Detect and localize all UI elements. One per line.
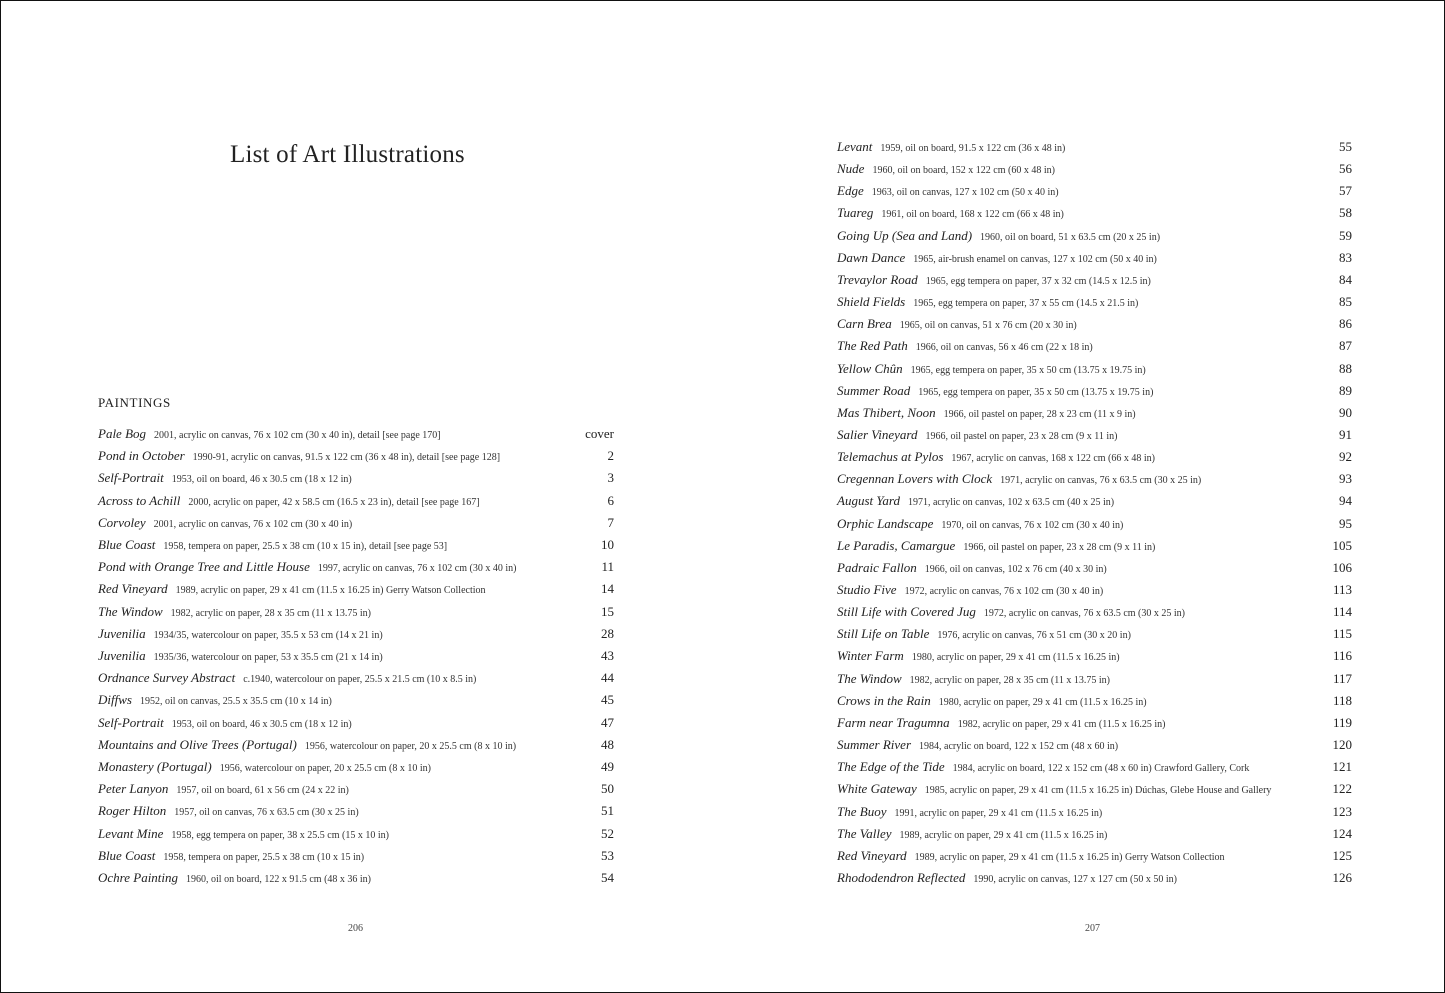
artwork-details: 1953, oil on board, 46 x 30.5 cm (18 x 12 in) [171, 718, 352, 730]
page-reference: 126 [1332, 869, 1352, 885]
list-item [98, 492, 614, 514]
artwork-details: 2000, acrylic on paper, 42 x 58.5 cm (16.5 x 23 in), detail [see page 167] [188, 496, 480, 508]
page-reference: 120 [1332, 737, 1352, 753]
artwork-title: Pond with Orange Tree and Little House [98, 559, 310, 575]
artwork-details: 1972, acrylic on canvas, 76 x 63.5 cm (30 x 25 in) [983, 608, 1185, 620]
artwork-details: 1956, watercolour on paper, 20 x 25.5 cm (8 x 10 in) [219, 763, 431, 774]
artwork-details: 1971, acrylic on canvas, 102 x 63.5 cm (40 x 25 in) [907, 497, 1115, 509]
artwork-details: 1989, acrylic on paper, 29 x 41 cm (11.5 x 16.25 in) Gerry Watson Collection [175, 585, 486, 597]
artwork-details: 1935/36, watercolour on paper, 53 x 35.5 cm (21 x 14 in) [153, 652, 383, 663]
artwork-details: 1966, oil pastel on paper, 28 x 23 cm (11 x 9 in) [943, 408, 1136, 420]
page-reference: cover [585, 426, 614, 441]
list-item [98, 514, 614, 536]
artwork-title: Telemachus at Pylos [837, 449, 944, 465]
artwork-details: 1989, acrylic on paper, 29 x 41 cm (11.5 x 16.25 in) [899, 829, 1108, 841]
page-reference: 43 [601, 648, 614, 663]
page-reference: 45 [601, 692, 614, 708]
artwork-title: Crows in the Rain [837, 692, 931, 708]
artwork-title: Across to Achill [98, 492, 181, 508]
page-reference: 54 [601, 870, 614, 885]
artwork-details: 1934/35, watercolour on paper, 35.5 x 53 cm (14 x 21 in) [153, 629, 383, 641]
list-item [837, 758, 1352, 780]
artwork-details: 1961, oil on board, 168 x 122 cm (66 x 48 in) [881, 209, 1064, 221]
artwork-details: 1980, acrylic on paper, 29 x 41 cm (11.5 x 16.25 in) [911, 652, 1120, 664]
artwork-details: 1985, acrylic on paper, 29 x 41 cm (11.5 x 16.25 in) Dúchas, Glebe House and Gallery [924, 785, 1272, 797]
page-reference: 119 [1332, 714, 1352, 730]
artwork-title: Mas Thibert, Noon [837, 404, 936, 420]
page-reference: 105 [1332, 537, 1352, 553]
list-item [98, 669, 614, 691]
artwork-details: c.1940, watercolour on paper, 25.5 x 21.5 cm (10 x 8.5 in) [243, 674, 477, 686]
list-item [837, 182, 1352, 204]
list-item [98, 736, 614, 758]
artwork-details: 1956, watercolour on paper, 20 x 25.5 cm (8 x 10 in) [304, 740, 517, 752]
artwork-title: Cregennan Lovers with Clock [837, 471, 993, 487]
left-page-number: 206 [348, 923, 363, 934]
page-reference: 83 [1339, 249, 1352, 265]
artwork-details: 1958, tempera on paper, 25.5 x 38 cm (10 x 15 in), detail [see page 53] [163, 541, 448, 552]
artwork-title: Ochre Painting [98, 870, 179, 885]
list-item [98, 647, 614, 669]
artwork-title: The Red Path [837, 338, 908, 354]
artwork-details: 1952, oil on canvas, 25.5 x 35.5 cm (10 x 14 in) [139, 696, 332, 708]
artwork-details: 1967, acrylic on canvas, 168 x 122 cm (66 x 48 in) [951, 453, 1155, 465]
list-item [837, 227, 1352, 249]
list-item [837, 603, 1352, 625]
list-item [837, 448, 1352, 470]
artwork-details: 2001, acrylic on canvas, 76 x 102 cm (30 x 40 in) [153, 518, 353, 530]
artwork-title: Winter Farm [837, 648, 904, 664]
list-item [98, 425, 614, 447]
page-reference: 59 [1339, 227, 1352, 243]
page-reference: 7 [607, 514, 614, 530]
list-item [837, 581, 1352, 603]
artwork-details: 1991, acrylic on paper, 29 x 41 cm (11.5 x 16.25 in) [894, 807, 1103, 819]
list-item [98, 580, 614, 602]
artwork-title: Summer Road [837, 382, 911, 398]
artwork-title: Nude [837, 161, 865, 177]
artwork-title: Yellow Chûn [837, 360, 903, 376]
list-item [837, 847, 1352, 869]
artwork-details: 1984, acrylic on board, 122 x 152 cm (48 x 60 in) [919, 741, 1119, 753]
artwork-details: 1965, egg tempera on paper, 35 x 50 cm (13.75 x 19.75 in) [910, 364, 1146, 376]
page-reference: 57 [1339, 183, 1352, 199]
artwork-details: 1965, egg tempera on paper, 37 x 32 cm (14.5 x 12.5 in) [925, 275, 1151, 287]
page-reference: 15 [601, 603, 614, 619]
page-title: List of Art Illustrations [230, 141, 465, 168]
artwork-details: 1966, oil on canvas, 102 x 76 cm (40 x 30 in) [924, 563, 1107, 575]
artwork-details: 1959, oil on board, 91.5 x 122 cm (36 x 48 in) [880, 143, 1066, 154]
list-item [98, 447, 614, 469]
artwork-details: 1980, acrylic on paper, 29 x 41 cm (11.5 x 16.25 in) [938, 696, 1147, 708]
page-reference: 116 [1332, 648, 1352, 664]
list-item [98, 780, 614, 802]
artwork-title: Tuareg [837, 205, 874, 221]
list-item [837, 138, 1352, 160]
page-reference: 87 [1339, 338, 1352, 354]
artwork-details: 1958, egg tempera on paper, 38 x 25.5 cm (15 x 10 in) [171, 829, 389, 841]
page-reference: 117 [1332, 670, 1352, 686]
section-heading: PAINTINGS [98, 395, 171, 410]
list-item [837, 714, 1352, 736]
artwork-title: Padraic Fallon [837, 559, 917, 575]
artwork-details: 1966, oil on canvas, 56 x 46 cm (22 x 18 in) [915, 342, 1093, 354]
artwork-title: Juvenilia [98, 648, 146, 663]
list-item [98, 536, 614, 558]
artwork-title: Shield Fields [837, 294, 906, 310]
artwork-title: The Buoy [837, 803, 887, 819]
artwork-details: 1965, oil on canvas, 51 x 76 cm (20 x 30 in) [899, 320, 1077, 332]
page-reference: 49 [601, 759, 614, 774]
artwork-title: Orphic Landscape [837, 515, 934, 531]
page-reference: 53 [601, 847, 614, 863]
page-reference: 91 [1339, 426, 1352, 442]
artwork-details: 1982, acrylic on paper, 28 x 35 cm (11 x 13.75 in) [909, 674, 1110, 686]
artwork-title: Dawn Dance [837, 249, 906, 265]
artwork-title: Pond in October [98, 448, 185, 464]
page-reference: 3 [607, 470, 614, 486]
right-page-number: 207 [1085, 923, 1100, 934]
artwork-title: Still Life on Table [837, 626, 930, 642]
list-item [837, 559, 1352, 581]
page-reference: 6 [607, 492, 614, 508]
page-reference: 44 [601, 670, 614, 686]
artwork-title: Levant [837, 139, 873, 154]
page-reference: 93 [1339, 471, 1352, 487]
page-reference: 10 [601, 537, 614, 552]
list-item [98, 825, 614, 847]
list-item [837, 736, 1352, 758]
artwork-title: Rhododendron Reflected [837, 869, 966, 885]
page-reference: 92 [1339, 449, 1352, 465]
page-reference: 121 [1332, 759, 1352, 775]
artwork-title: Summer River [837, 737, 912, 753]
page-reference: 89 [1339, 382, 1352, 398]
artwork-title: Edge [837, 183, 864, 199]
artwork-title: Salier Vineyard [837, 426, 918, 442]
artwork-details: 1960, oil on board, 51 x 63.5 cm (20 x 25 in) [980, 231, 1161, 243]
artwork-details: 1997, acrylic on canvas, 76 x 102 cm (30 x 40 in) [317, 563, 517, 575]
page-reference: 11 [601, 559, 614, 575]
artwork-title: Roger Hilton [98, 803, 167, 819]
page-reference: 125 [1332, 847, 1352, 863]
page-reference: 114 [1332, 604, 1352, 620]
list-item [98, 691, 614, 713]
list-item [837, 625, 1352, 647]
list-item [837, 160, 1352, 182]
artwork-details: 1970, oil on canvas, 76 x 102 cm (30 x 40 in) [941, 519, 1124, 531]
artwork-details: 1990, acrylic on canvas, 127 x 127 cm (50 x 50 in) [973, 873, 1177, 885]
artwork-details: 1990-91, acrylic on canvas, 91.5 x 122 cm (36 x 48 in), detail [see page 128] [192, 452, 501, 464]
artwork-title: Le Paradis, Camargue [837, 537, 956, 553]
artwork-details: 1982, acrylic on paper, 28 x 35 cm (11 x 13.75 in) [170, 607, 371, 619]
artwork-title: White Gateway [837, 781, 917, 797]
artwork-title: The Window [837, 670, 902, 686]
artwork-title: Peter Lanyon [98, 781, 169, 797]
page-reference: 118 [1332, 692, 1352, 708]
list-item [837, 204, 1352, 226]
page-reference: 14 [601, 581, 614, 597]
page-reference: 88 [1339, 360, 1352, 376]
artwork-details: 2001, acrylic on canvas, 76 x 102 cm (30 x 40 in), detail [see page 170] [154, 430, 441, 441]
artwork-details: 1953, oil on board, 46 x 30.5 cm (18 x 12 in) [171, 474, 352, 486]
artwork-details: 1957, oil on canvas, 76 x 63.5 cm (30 x 25 in) [174, 807, 359, 819]
list-item [98, 869, 614, 891]
artwork-title: Corvoley [98, 514, 146, 530]
artwork-details: 1966, oil pastel on paper, 23 x 28 cm (9 x 11 in) [925, 430, 1118, 442]
artwork-title: Levant Mine [98, 825, 164, 841]
artwork-title: Studio Five [837, 582, 897, 597]
page-reference: 2 [607, 448, 614, 464]
list-item [837, 869, 1352, 891]
artwork-title: Pale Bog [98, 426, 147, 441]
list-item [837, 293, 1352, 315]
list-item [837, 249, 1352, 271]
artwork-details: 1960, oil on board, 152 x 122 cm (60 x 48 in) [872, 165, 1055, 177]
page-reference: 56 [1339, 161, 1352, 177]
artwork-title: Monastery (Portugal) [98, 759, 212, 774]
list-item [98, 625, 614, 647]
artwork-title: The Window [98, 603, 163, 619]
list-item [837, 647, 1352, 669]
artwork-details: 1976, acrylic on canvas, 76 x 51 cm (30 x 20 in) [937, 630, 1131, 642]
list-item [98, 802, 614, 824]
list-item [837, 780, 1352, 802]
artwork-details: 1982, acrylic on paper, 29 x 41 cm (11.5 x 16.25 in) [957, 718, 1166, 730]
artwork-title: Still Life with Covered Jug [837, 604, 976, 620]
artwork-title: Blue Coast [98, 847, 156, 863]
page-reference: 122 [1332, 781, 1352, 797]
page-reference: 50 [601, 781, 614, 797]
list-item [837, 515, 1352, 537]
artwork-title: Going Up (Sea and Land) [837, 227, 973, 243]
list-item [837, 470, 1352, 492]
artwork-details: 1960, oil on board, 122 x 91.5 cm (48 x 36 in) [186, 874, 372, 885]
list-item [837, 382, 1352, 404]
page-reference: 51 [601, 803, 614, 819]
page-reference: 47 [601, 714, 614, 730]
artwork-details: 1963, oil on canvas, 127 x 102 cm (50 x 40 in) [871, 187, 1059, 199]
list-item [98, 558, 614, 580]
artwork-title: Red Vineyard [98, 581, 168, 597]
list-item [837, 426, 1352, 448]
page-reference: 55 [1339, 139, 1352, 154]
page-reference: 58 [1339, 205, 1352, 221]
artwork-title: Blue Coast [98, 537, 156, 552]
list-item [837, 360, 1352, 382]
list-item [837, 803, 1352, 825]
artwork-title: Ordnance Survey Abstract [98, 670, 236, 686]
artwork-title: Trevaylor Road [837, 271, 918, 287]
artwork-title: The Valley [837, 825, 892, 841]
list-item [98, 469, 614, 491]
page-reference: 28 [601, 625, 614, 641]
list-item [837, 537, 1352, 559]
artwork-details: 1965, air-brush enamel on canvas, 127 x 102 cm (50 x 40 in) [913, 253, 1157, 265]
list-item [837, 825, 1352, 847]
list-item [98, 758, 614, 780]
artwork-details: 1957, oil on board, 61 x 56 cm (24 x 22 in) [176, 785, 349, 797]
list-item [837, 670, 1352, 692]
page-reference: 115 [1332, 626, 1352, 642]
page-reference: 86 [1339, 316, 1352, 332]
artwork-title: Diffws [98, 692, 132, 708]
list-item [98, 714, 614, 736]
artwork-details: 1958, tempera on paper, 25.5 x 38 cm (10 x 15 in) [163, 851, 365, 863]
list-item [98, 847, 614, 869]
page-reference: 85 [1339, 294, 1352, 310]
list-item [837, 692, 1352, 714]
artwork-details: 1966, oil pastel on paper, 23 x 28 cm (9 x 11 in) [963, 541, 1156, 553]
artwork-title: Red Vineyard [837, 847, 907, 863]
artwork-title: Self-Portrait [98, 714, 164, 730]
page-reference: 123 [1332, 803, 1352, 819]
list-item [837, 492, 1352, 514]
page-reference: 90 [1339, 404, 1352, 420]
page-reference: 94 [1339, 493, 1352, 509]
artwork-details: 1972, acrylic on canvas, 76 x 102 cm (30 x 40 in) [904, 586, 1104, 597]
page-reference: 106 [1332, 559, 1352, 575]
artwork-title: Juvenilia [98, 625, 146, 641]
page-reference: 48 [601, 736, 614, 752]
artwork-title: Mountains and Olive Trees (Portugal) [98, 736, 297, 752]
page-reference: 52 [601, 825, 614, 841]
artwork-title: Self-Portrait [98, 470, 164, 486]
artwork-details: 1989, acrylic on paper, 29 x 41 cm (11.5 x 16.25 in) Gerry Watson Collection [914, 851, 1225, 863]
page-reference: 95 [1339, 515, 1352, 531]
page-reference: 113 [1332, 582, 1352, 597]
artwork-title: The Edge of the Tide [837, 759, 945, 775]
list-item [837, 271, 1352, 293]
artwork-details: 1965, egg tempera on paper, 37 x 55 cm (14.5 x 21.5 in) [913, 298, 1139, 310]
artwork-title: Farm near Tragumna [837, 714, 950, 730]
list-item [837, 404, 1352, 426]
artwork-details: 1971, acrylic on canvas, 76 x 63.5 cm (30 x 25 in) [1000, 475, 1202, 487]
artwork-title: August Yard [837, 493, 900, 509]
list-item [837, 337, 1352, 359]
artwork-details: 1984, acrylic on board, 122 x 152 cm (48 x 60 in) Crawford Gallery, Cork [952, 763, 1250, 775]
list-item [837, 315, 1352, 337]
list-item [98, 603, 614, 625]
artwork-details: 1965, egg tempera on paper, 35 x 50 cm (13.75 x 19.75 in) [918, 386, 1154, 398]
page-reference: 84 [1339, 271, 1352, 287]
artwork-title: Carn Brea [837, 316, 892, 332]
page-reference: 124 [1332, 825, 1352, 841]
